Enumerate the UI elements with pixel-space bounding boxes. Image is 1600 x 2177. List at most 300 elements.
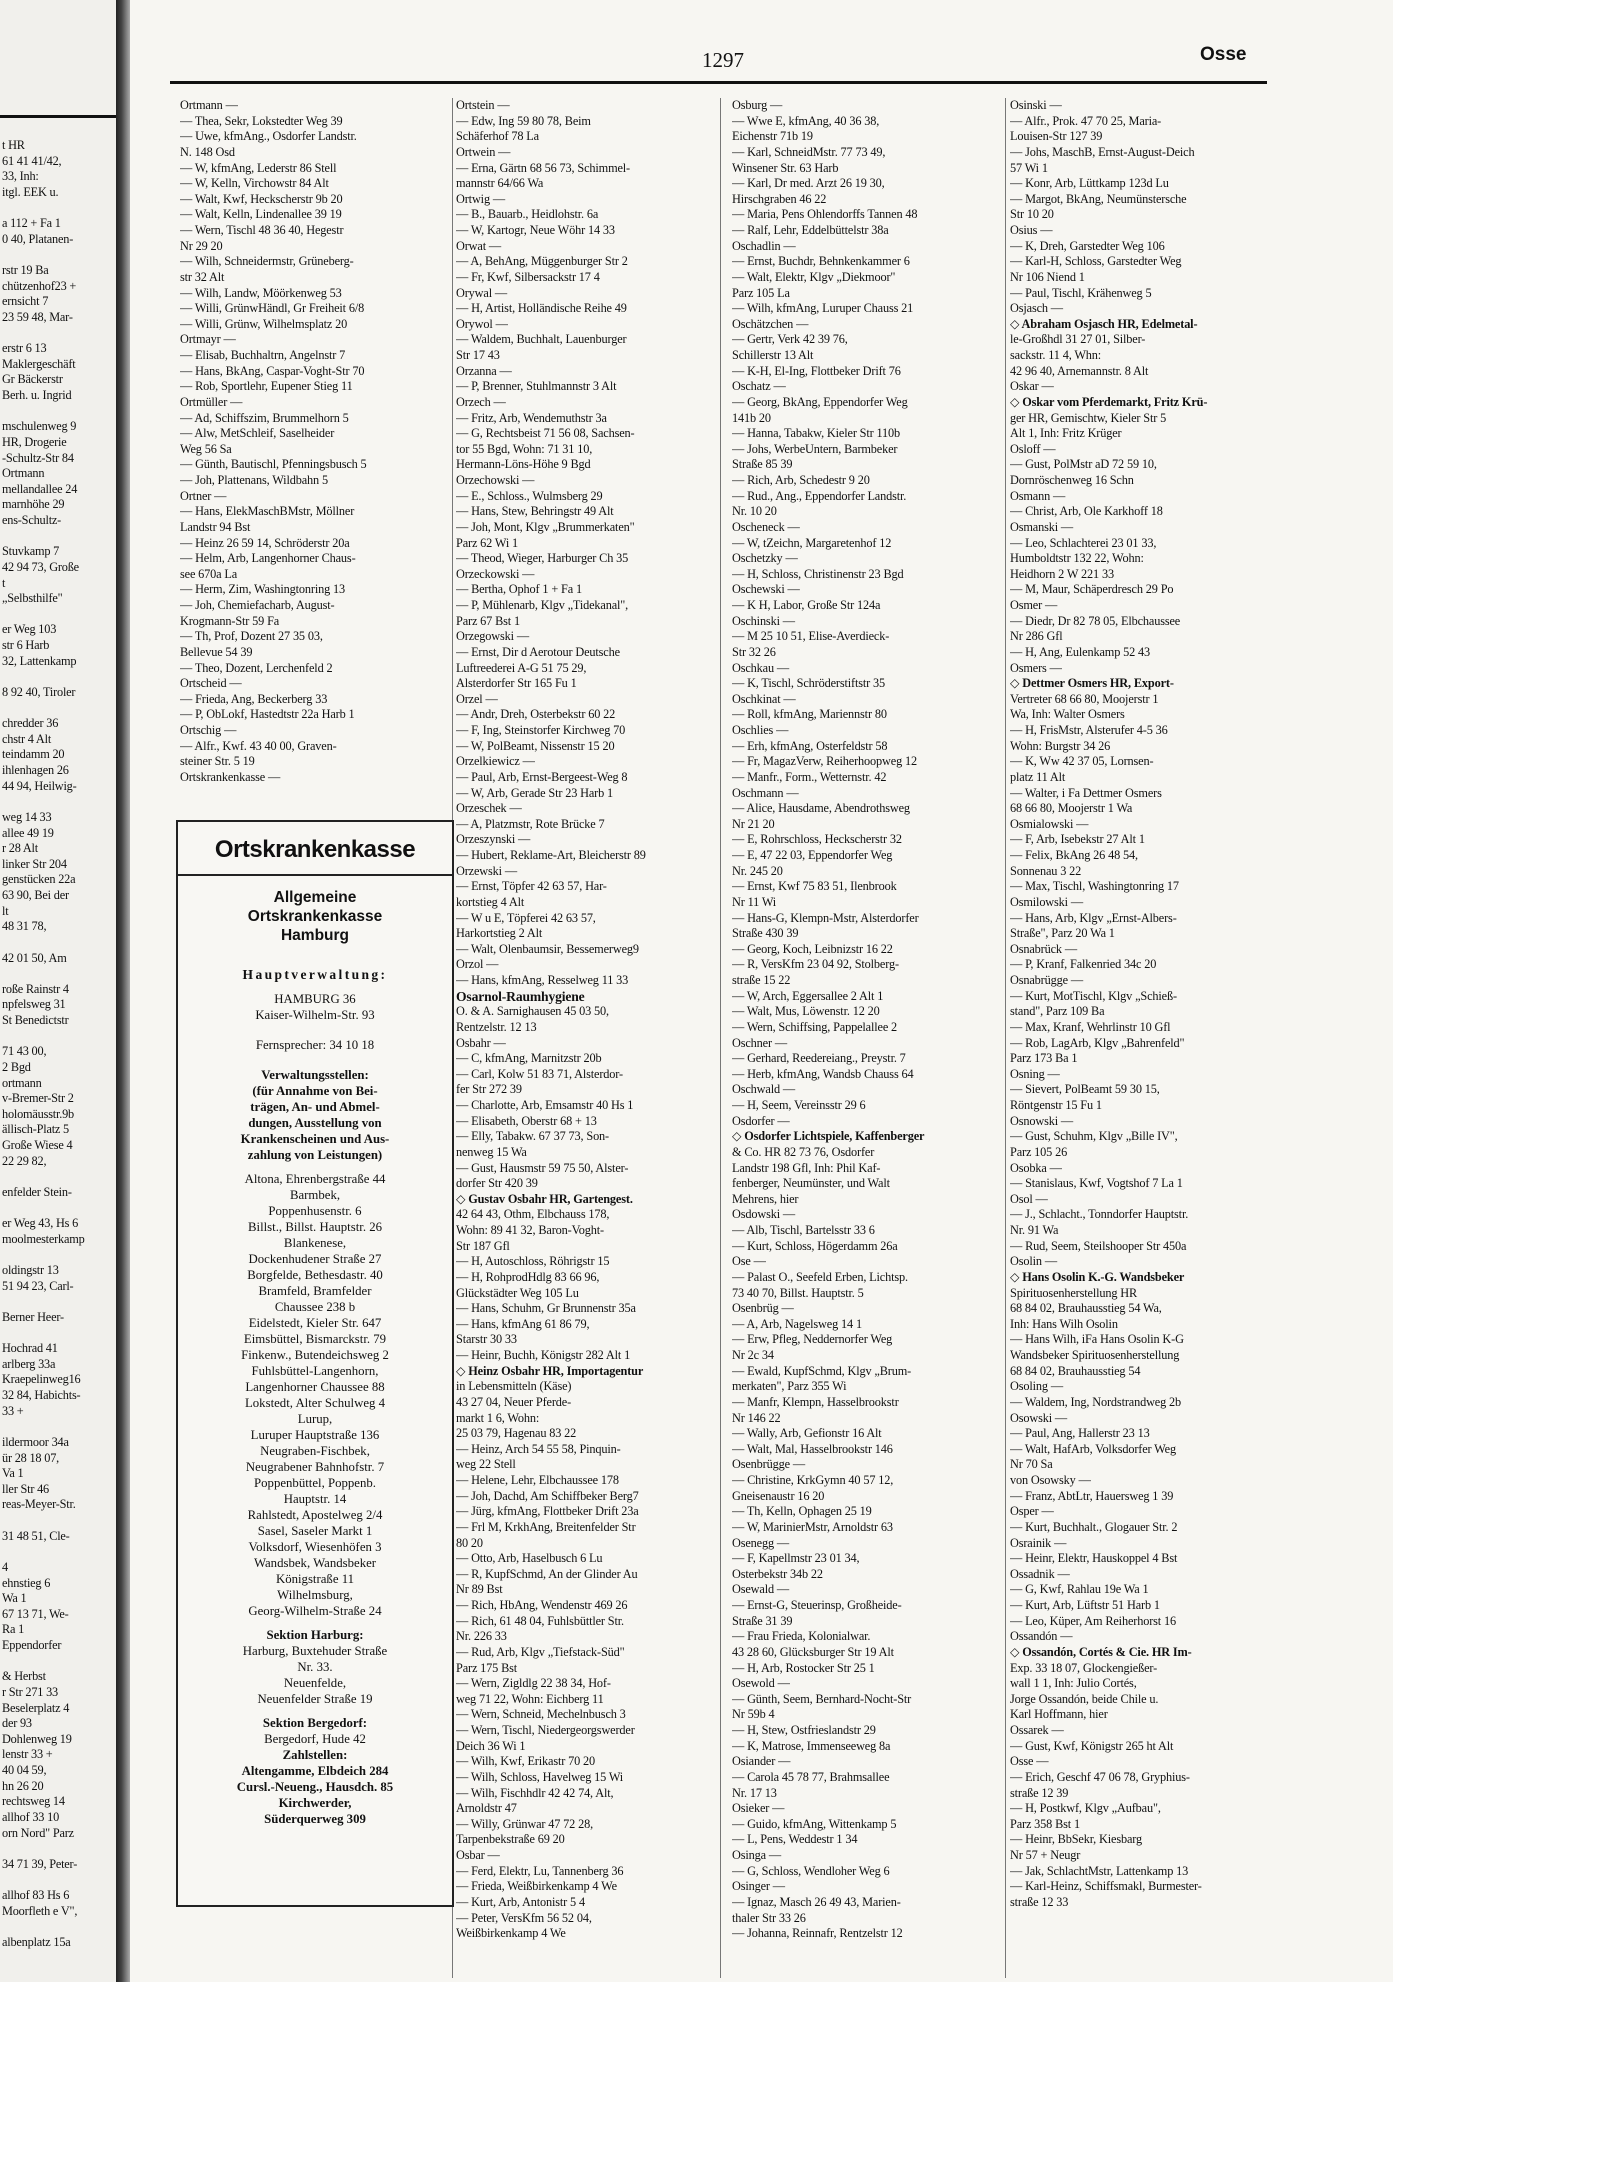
directory-entry-line: — Alfr., Kwf. 43 40 00, Graven- xyxy=(180,738,337,753)
directory-entry-line: — Sievert, PolBeamt 59 30 15, xyxy=(1010,1082,1160,1097)
directory-entry-line: Nr 59b 4 xyxy=(732,1707,775,1722)
directory-entry-line: 73 40 70, Billst. Hauptstr. 5 xyxy=(732,1285,864,1300)
surname-heading: Orwat — xyxy=(456,238,502,253)
ad-branch-line: Neugraben-Fischbek, xyxy=(260,1444,370,1458)
surname-heading: Osrainik — xyxy=(1010,1535,1067,1550)
ad-bergedorf-heading: Sektion Bergedorf: xyxy=(262,1716,368,1730)
ad-branch-line: Eidelstedt, Kieler Str. 647 xyxy=(248,1316,382,1330)
surname-heading: Osning — xyxy=(1010,1066,1060,1081)
directory-entry-line: Gneisenaustr 16 20 xyxy=(732,1488,825,1503)
directory-entry-line: Luftreederei A-G 51 75 29, xyxy=(456,660,587,675)
directory-entry-line: — Frieda, Weißbirkenkamp 4 We xyxy=(456,1879,617,1894)
directory-entry-line: — Th, Prof, Dozent 27 35 03, xyxy=(180,629,323,644)
surname-heading: Ortscheid — xyxy=(180,676,242,691)
surname-heading: Ortwein — xyxy=(456,144,511,159)
directory-entry-line: — A, Platzmstr, Rote Brücke 7 xyxy=(456,816,605,831)
directory-entry-line: ger HR, Gemischtw, Kieler Str 5 xyxy=(1010,410,1167,425)
ad-branch-line: Hauptstr. 14 xyxy=(283,1492,347,1506)
left-page-line: teindamm 20 xyxy=(2,747,65,762)
surname-heading: Osinger — xyxy=(732,1879,785,1894)
left-page-line: orn Nord" Parz xyxy=(2,1825,74,1840)
ad-bergedorf-line: Bergedorf, Hude 42 xyxy=(264,1732,366,1746)
left-page-line: chstr 4 Alt xyxy=(2,731,52,746)
left-page-line: 8 92 40, Tiroler xyxy=(2,684,76,699)
directory-entry-line: straße 15 22 xyxy=(732,973,791,987)
directory-entry-line: — Frau Frieda, Kolonialwar. xyxy=(732,1629,871,1644)
directory-entry-line: straße 12 39 xyxy=(1010,1785,1069,1800)
directory-entry-line: tor 55 Bgd, Wohn: 71 31 10, xyxy=(456,441,593,456)
directory-entry-line: str 32 Alt xyxy=(180,269,225,284)
surname-heading: Oschinski — xyxy=(732,613,795,628)
directory-entry-line: — M 25 10 51, Elise-Averdieck- xyxy=(732,629,890,644)
directory-entry-line: 68 84 02, Brauhausstieg 54 xyxy=(1010,1363,1141,1378)
ad-subtitle-2: Ortskrankenkasse xyxy=(247,908,383,925)
ad-branches-note xyxy=(178,1083,452,1163)
ad-payment-offices-list xyxy=(178,1763,452,1827)
directory-entry-line: Parz 105 26 xyxy=(1010,1144,1068,1159)
directory-entry-line: — Ernst, Buchdr, Behnkenkammer 6 xyxy=(732,254,910,269)
left-page-line: „Selbsthilfe" xyxy=(2,591,63,606)
directory-entry-line: — A, BehAng, Müggenburger Str 2 xyxy=(456,254,628,269)
left-page-line xyxy=(2,529,114,545)
left-page-line: 0 40, Platanen- xyxy=(2,231,74,246)
directory-entry-line: dorfer Str 420 39 xyxy=(456,1176,538,1191)
directory-entry-line: — Ernst, Dir d Aerotour Deutsche xyxy=(456,644,620,659)
ad-note-line: zahlung von Leistungen) xyxy=(247,1148,383,1162)
directory-entry-line: 43 28 60, Glücksburger Str 19 Alt xyxy=(732,1644,894,1659)
directory-entry-line: — R, KupfSchmd, An der Glinder Au xyxy=(456,1566,638,1581)
directory-entry-line: Wohn: 89 41 32, Baron-Voght- xyxy=(456,1223,604,1237)
directory-entry-line: sackstr. 11 4, Whn: xyxy=(1010,348,1102,362)
left-page-line xyxy=(2,1294,114,1310)
ad-branch-line: Luruper Hauptstraße 136 xyxy=(250,1428,380,1442)
directory-entry-line: — Diedr, Dr 82 78 05, Elbchaussee xyxy=(1010,613,1181,628)
left-page-line xyxy=(2,326,114,342)
directory-entry-line: — W, Arb, Gerade Str 23 Harb 1 xyxy=(456,785,614,800)
directory-entry-line: — Wern, Tischl, Niedergeorgswerder xyxy=(456,1723,635,1737)
ad-branch-line: Neugrabener Bahnhofstr. 7 xyxy=(245,1460,385,1474)
directory-entry-line: — Herm, Zim, Washingtonring 13 xyxy=(180,582,346,597)
surname-heading: Orzeckowski — xyxy=(456,566,535,581)
surname-heading: Ortstein — xyxy=(456,98,510,112)
directory-entry-line: ◇ Heinz Osbahr HR, Importagentur xyxy=(456,1363,644,1378)
directory-entry-line: — Manfr., Form., Wetternstr. 42 xyxy=(732,769,887,784)
directory-entry-line: nenweg 15 Wa xyxy=(456,1144,527,1159)
surname-heading: Orywal — xyxy=(456,285,508,300)
left-page-line xyxy=(2,1513,114,1529)
left-page-line: Gr Bäckerstr xyxy=(2,372,63,387)
directory-entry-line: Straße", Parz 20 Wa 1 xyxy=(1010,926,1115,941)
directory-entry-line: — Waldem, Buchhalt, Lauenburger xyxy=(456,332,627,347)
ad-headquarters-city: HAMBURG 36 xyxy=(274,992,356,1006)
directory-entry-line: — Georg, Koch, Leibnizstr 16 22 xyxy=(732,941,893,956)
directory-entry-line: — Roll, kfmAng, Mariennstr 80 xyxy=(732,707,887,722)
directory-entry-line: — Rich, Arb, Schedestr 9 20 xyxy=(732,473,870,487)
directory-entry-line: — K, Ww 42 37 05, Lornsen- xyxy=(1010,754,1154,769)
directory-entry-line: — Hans, BkAng, Caspar-Voght-Str 70 xyxy=(180,363,365,378)
directory-entry-line: Osterbekstr 34b 22 xyxy=(732,1566,823,1581)
directory-entry-line: — Leo, Küper, Am Reiherhorst 16 xyxy=(1010,1613,1176,1628)
directory-entry-line: — Elisabeth, Oberstr 68 + 13 xyxy=(456,1113,597,1128)
directory-entry-line: — Ad, Schiffszim, Brummelhorn 5 xyxy=(180,410,349,425)
left-page-line: Maklergeschäft xyxy=(2,356,76,371)
ad-divider xyxy=(178,874,452,876)
directory-entry-line: — E, 47 22 03, Eppendorfer Weg xyxy=(732,848,893,862)
directory-entry-line: 141b 20 xyxy=(732,410,771,425)
directory-entry-line: — Christine, KrkGymn 40 57 12, xyxy=(732,1473,894,1487)
left-page-line: er Weg 43, Hs 6 xyxy=(2,1216,79,1231)
left-page-line: ihlenhagen 26 xyxy=(2,763,69,777)
surname-heading: Osmilowski — xyxy=(1010,894,1084,909)
left-page-line: Dohlenweg 19 xyxy=(2,1731,72,1746)
ad-payment-office-line: Kirchwerder, xyxy=(278,1796,352,1810)
directory-entry-line: N. 148 Osd xyxy=(180,144,235,159)
surname-heading: Orzel — xyxy=(456,691,498,706)
directory-entry-line: Arnoldstr 47 xyxy=(456,1801,517,1816)
surname-heading: Oschkau — xyxy=(732,660,790,675)
directory-entry-line: Harkortstieg 2 Alt xyxy=(456,926,543,941)
directory-entry-line: — R, VersKfm 23 04 92, Stolberg- xyxy=(732,957,899,972)
running-head: Osse xyxy=(1200,44,1247,65)
surname-heading: Osmialowski — xyxy=(1010,816,1089,831)
left-page-line: moolmesterkamp xyxy=(2,1231,85,1246)
directory-entry-line: — Ralf, Lehr, Eddelbüttelstr 38a xyxy=(732,223,889,237)
surname-heading: Oschatz — xyxy=(732,379,786,394)
surname-heading: Orzelkiewicz — xyxy=(456,754,535,769)
ad-branch-line: Poppenbüttel, Poppenb. xyxy=(254,1476,376,1490)
left-page-line: 33, Inh: xyxy=(2,169,39,184)
directory-entry-line: — P, Brenner, Stuhlmannstr 3 Alt xyxy=(456,379,617,394)
directory-entry-line: — Hubert, Reklame-Art, Bleicherstr 89 xyxy=(456,848,646,862)
directory-entry-line: — Franz, AbtLtr, Hauersweg 1 39 xyxy=(1010,1488,1174,1503)
surname-heading: Osbar — xyxy=(456,1848,500,1862)
surname-heading: Osloff — xyxy=(1010,441,1056,456)
directory-entry-line: Parz 358 Bst 1 xyxy=(1010,1816,1080,1831)
surname-heading: Osmers — xyxy=(1010,660,1062,675)
directory-entry-line: — Gust, Kwf, Königstr 265 ht Alt xyxy=(1010,1738,1174,1753)
directory-entry-line: — Margot, BkAng, Neumünstersche xyxy=(1010,191,1187,206)
directory-entry-line: 57 Wi 1 xyxy=(1010,160,1048,175)
directory-entry-line: — H, Stew, Ostfrieslandstr 29 xyxy=(732,1723,876,1737)
left-page-line xyxy=(2,794,114,810)
directory-entry-line: — Hanna, Tabakw, Kieler Str 110b xyxy=(732,426,901,441)
left-page-line: mellandallee 24 xyxy=(2,481,78,496)
directory-entry-line: — Wwe E, kfmAng, 40 36 38, xyxy=(732,113,880,128)
left-page-line: lt xyxy=(2,903,9,918)
directory-entry-line: Glückstädter Weg 105 Lu xyxy=(456,1285,579,1300)
directory-entry-line: Starstr 30 33 xyxy=(456,1332,517,1347)
left-page-line: 63 90, Bei der xyxy=(2,888,69,902)
directory-entry-line: thaler Str 33 26 xyxy=(732,1910,806,1925)
left-page-line xyxy=(2,1201,114,1217)
directory-entry-line: Osarnol-Raumhygiene xyxy=(456,988,585,1004)
surname-heading: Osjasch — xyxy=(1010,301,1063,316)
ad-phone: Fernsprecher: 34 10 18 xyxy=(255,1038,375,1052)
left-page-line: enfelder Stein- xyxy=(2,1184,72,1199)
surname-heading: Osmann — xyxy=(1010,488,1066,503)
directory-entry-line: — G, Kwf, Rahlau 19e Wa 1 xyxy=(1010,1582,1149,1597)
left-page-line: ür 28 18 07, xyxy=(2,1450,60,1465)
directory-entry-line: — W u E, Töpferei 42 63 57, xyxy=(456,910,596,925)
ad-harburg-list xyxy=(178,1643,452,1707)
left-page-line: der 93 xyxy=(2,1716,32,1731)
directory-entry-line: — Manfr, Klempn, Hasselbrookstr xyxy=(732,1394,899,1409)
directory-entry-line: 42 64 43, Othm, Elbchauss 178, xyxy=(456,1207,610,1222)
directory-entry-line: — H, Postkwf, Klgv „Aufbau", xyxy=(1010,1801,1161,1816)
directory-entry-line: — Kurt, MotTischl, Klgv „Schieß- xyxy=(1010,988,1177,1003)
directory-entry-line: — Peter, VersKfm 56 52 04, xyxy=(456,1910,592,1925)
directory-entry-line: & Co. HR 82 73 76, Osdorfer xyxy=(732,1144,875,1159)
directory-entry-line: — K, Matrose, Immenseeweg 8a xyxy=(732,1738,891,1753)
directory-entry-line: — Felix, BkAng 26 48 54, xyxy=(1010,848,1138,862)
ad-branch-line: Wilhelmsburg, xyxy=(277,1588,353,1602)
directory-entry-line: — Helm, Arb, Langenhorner Chaus- xyxy=(180,551,356,566)
left-page-line: 48 31 78, xyxy=(2,919,47,934)
left-page-line: ehnstieg 6 xyxy=(2,1575,51,1590)
directory-entry-line: Tarpenbekstraße 69 20 xyxy=(456,1832,565,1847)
left-page-line xyxy=(2,1419,114,1435)
directory-entry-line: — Alw, MetSchleif, Saselheider xyxy=(180,426,335,441)
ad-branch-line: Dockenhudener Straße 27 xyxy=(248,1252,382,1266)
left-page-line: linker Str 204 xyxy=(2,856,67,871)
directory-entry-line: — B., Bauarb., Heidlohstr. 6a xyxy=(456,207,599,222)
left-page-line: ens-Schultz- xyxy=(2,513,62,527)
directory-entry-line: Nr 57 + Neugr xyxy=(1010,1848,1081,1862)
ortskrankenkasse-advertisement xyxy=(176,820,454,1907)
directory-entry-line: straße 12 33 xyxy=(1010,1894,1069,1909)
left-page-line: reas-Meyer-Str. xyxy=(2,1497,76,1512)
directory-entry-line: Inh: Hans Wilh Osolin xyxy=(1010,1316,1118,1331)
directory-entry-line: — Johanna, Reinnafr, Rentzelstr 12 xyxy=(732,1926,903,1941)
left-page-line: ortmann xyxy=(2,1075,42,1090)
left-header-rule xyxy=(0,115,116,118)
header-rule xyxy=(170,81,1267,84)
left-page-line: arlberg 33a xyxy=(2,1356,56,1371)
directory-entry-line: — Rich, 61 48 04, Fuhlsbüttler Str. xyxy=(456,1613,624,1628)
directory-entry-line: Jorge Ossandón, beide Chile u. xyxy=(1010,1691,1159,1706)
surname-heading: Osius — xyxy=(1010,223,1053,237)
left-page-line: Ortmann xyxy=(2,466,45,481)
directory-entry-line: — Gust, Hausmstr 59 75 50, Alster- xyxy=(456,1160,629,1175)
directory-entry-line: — Walter, i Fa Dettmer Osmers xyxy=(1010,785,1162,800)
surname-heading: Osenbrügge — xyxy=(732,1457,805,1472)
ad-payment-office-line: Cursl.-Neueng., Hausdch. 85 xyxy=(236,1780,394,1794)
directory-entry-line: — H, Artist, Holländische Reihe 49 xyxy=(456,301,627,316)
left-page-line: npfelsweg 31 xyxy=(2,997,66,1012)
ad-branch-line: Wandsbek, Wandsbeker xyxy=(253,1556,377,1570)
directory-entry-line: — F, Arb, Isebekstr 27 Alt 1 xyxy=(1010,832,1145,847)
left-page-line: itgl. EEK u. xyxy=(2,184,59,199)
surname-heading: Oschätzchen — xyxy=(732,316,809,331)
directory-entry-line: — Max, Tischl, Washingtonring 17 xyxy=(1010,879,1179,894)
directory-entry-line: Mehrens, hier xyxy=(732,1191,799,1206)
directory-entry-line: Nr. 91 Wa xyxy=(1010,1223,1059,1237)
left-page-line: t HR xyxy=(2,138,25,152)
surname-heading: Orzechowski — xyxy=(456,473,535,487)
surname-heading: Osnowski — xyxy=(1010,1113,1074,1128)
surname-heading: Oscheneck — xyxy=(732,519,800,534)
directory-entry-line: kortstieg 4 Alt xyxy=(456,894,525,909)
directory-entry-line: Heidhorn 2 W 221 33 xyxy=(1010,566,1114,581)
directory-entry-line: — Rud, Seem, Steilshooper Str 450a xyxy=(1010,1238,1187,1253)
directory-entry-line: — Walt, HafArb, Volksdorfer Weg xyxy=(1010,1441,1176,1456)
directory-entry-line: — Walt, Elektr, Klgv „Diekmoor" xyxy=(732,269,896,284)
left-page-line: HR, Drogerie xyxy=(2,434,67,449)
left-page-line: Wa 1 xyxy=(2,1591,27,1606)
left-page-line: Berh. u. Ingrid xyxy=(2,388,72,402)
directory-entry-line: — Walt, Mus, Löwenstr. 12 20 xyxy=(732,1004,880,1019)
directory-entry-line: Nr. 245 20 xyxy=(732,863,783,878)
directory-entry-line: Weg 56 Sa xyxy=(180,441,232,456)
directory-entry-line: — Hans-G, Klempn-Mstr, Alsterdorfer xyxy=(732,910,919,925)
column-divider xyxy=(1005,98,1006,1978)
directory-entry-line: Deich 36 Wi 1 xyxy=(456,1738,526,1753)
directory-entry-line: — Rob, LagArb, Klgv „Bahrenfeld" xyxy=(1010,1035,1185,1050)
surname-heading: Ortner — xyxy=(180,488,227,503)
ad-bergedorf-list xyxy=(178,1731,452,1747)
directory-entry-line: — Ernst-G, Steuerinsp, Großheide- xyxy=(732,1598,902,1612)
directory-entry-line: — Hans, kfmAng 61 86 79, xyxy=(456,1316,590,1331)
directory-entry-line: — Rob, Sportlehr, Eupener Stieg 11 xyxy=(180,379,353,394)
directory-entry-line: in Lebensmitteln (Käse) xyxy=(456,1379,572,1394)
directory-entry-line: — P, Mühlenarb, Klgv „Tidekanal", xyxy=(456,598,629,612)
directory-entry-line: — W, kfmAng, Lederstr 86 Stell xyxy=(180,160,337,175)
ad-branch-line: Billst., Billst. Hauptstr. 26 xyxy=(247,1220,383,1234)
left-page-line xyxy=(2,1654,114,1670)
directory-entry-line: — Carl, Kolw 51 83 71, Alsterdor- xyxy=(456,1066,623,1081)
directory-entry-line: — Fritz, Arb, Wendemuthstr 3a xyxy=(456,410,607,425)
directory-entry-line: Nr 286 Gfl xyxy=(1010,629,1063,644)
directory-entry-line: Parz 173 Ba 1 xyxy=(1010,1051,1078,1066)
left-page-line: ller Str 46 xyxy=(2,1481,49,1496)
directory-entry-line: — Stanislaus, Kwf, Vogtshof 7 La 1 xyxy=(1010,1176,1183,1191)
directory-entry-line: — Wern, Tischl 48 36 40, Hegestr xyxy=(180,223,344,237)
left-page-line: 67 13 71, We- xyxy=(2,1606,69,1621)
directory-entry-line: — Wilh, Kwf, Erikastr 70 20 xyxy=(456,1754,596,1769)
directory-entry-line: — Fr, MagazVerw, Reiherhoopweg 12 xyxy=(732,754,917,769)
directory-entry-line: — Hans, Arb, Klgv „Ernst-Albers- xyxy=(1010,910,1177,925)
left-page-line: genstücken 22a xyxy=(2,872,76,887)
ad-branch-line: Chaussee 238 b xyxy=(274,1300,356,1314)
directory-entry-line: — Karl, Dr med. Arzt 26 19 30, xyxy=(732,176,885,191)
ad-branch-line: Fuhlsbüttel-Langenhorn, xyxy=(251,1364,379,1378)
surname-heading: Orzeschek — xyxy=(456,801,522,816)
directory-entry-line: — Heinr, Buchh, Königstr 282 Alt 1 xyxy=(456,1348,631,1362)
directory-entry-line: — F, Ing, Steinstorfer Kirchweg 70 xyxy=(456,723,626,737)
directory-entry-line: — Edw, Ing 59 80 78, Beim xyxy=(456,113,591,128)
directory-entry-line: — Karl, SchneidMstr. 77 73 49, xyxy=(732,144,886,159)
left-page-line: str 6 Harb xyxy=(2,638,50,652)
surname-heading: Osnabrück — xyxy=(1010,941,1077,956)
directory-entry-line: — Joh, Dachd, Am Schiffbeker Berg7 xyxy=(456,1488,639,1503)
left-page-line xyxy=(2,1919,114,1935)
ad-harburg-line: Nr. 33. xyxy=(297,1660,333,1674)
directory-entry-line: Humboldtstr 132 22, Wohn: xyxy=(1010,551,1144,566)
left-page-line: 2 Bgd xyxy=(2,1059,31,1074)
directory-entry-line: — H, Autoschloss, Röhrigstr 15 xyxy=(456,1254,610,1269)
directory-entry-line: — H, Ang, Eulenkamp 52 43 xyxy=(1010,644,1151,659)
left-page-line: allee 49 19 xyxy=(2,825,54,840)
directory-entry-line: — L, Pens, Weddestr 1 34 xyxy=(732,1832,858,1847)
directory-entry-line: — Wern, Schneid, Mechelnbusch 3 xyxy=(456,1707,626,1722)
ad-payment-offices-heading: Zahlstellen: xyxy=(282,1748,348,1762)
directory-entry-line: — Ewald, KupfSchmd, Klgv „Brum- xyxy=(732,1363,912,1378)
book-gutter xyxy=(116,0,130,1982)
directory-entry-line: — Erh, kfmAng, Osterfeldstr 58 xyxy=(732,738,888,753)
directory-entry-line: mannstr 64/66 Wa xyxy=(456,176,544,191)
surname-heading: Ortmüller — xyxy=(180,394,243,409)
directory-entry-line: steiner Str. 5 19 xyxy=(180,754,255,769)
directory-entry-line: — Karl-H, Schloss, Garstedter Weg xyxy=(1010,254,1182,269)
left-page-line: 32 84, Habichts- xyxy=(2,1388,81,1402)
directory-entry-line: — Johs, MaschB, Ernst-August-Deich xyxy=(1010,144,1195,159)
directory-entry-line: — Joh, Chemiefacharb, August- xyxy=(180,598,335,612)
left-page-line: St Benedictstr xyxy=(2,1013,69,1027)
directory-entry-line: — E., Schloss., Wulmsberg 29 xyxy=(456,488,603,503)
directory-entry-line: — Gerhard, Reedereiang., Preystr. 7 xyxy=(732,1051,906,1066)
directory-entry-line: ◇ Dettmer Osmers HR, Export- xyxy=(1010,676,1174,691)
directory-entry-line: — Wilh, Schloss, Havelweg 15 Wi xyxy=(456,1769,624,1784)
left-page-line: & Herbst xyxy=(2,1669,46,1684)
ad-branch-line: Volksdorf, Wiesenhöfen 3 xyxy=(248,1540,382,1554)
directory-entry-line: — Jürg, kfmAng, Flottbeker Drift 23a xyxy=(456,1504,639,1519)
surname-heading: Orywol — xyxy=(456,316,508,331)
left-page-line: chützenhof23 + xyxy=(2,278,77,293)
directory-entry-line: — Joh, Plattenans, Wildbahn 5 xyxy=(180,473,328,487)
directory-entry-line: Spirituosenherstellung HR xyxy=(1010,1285,1138,1300)
directory-entry-line: Dornröschenweg 16 Schn xyxy=(1010,473,1134,487)
left-page-line: Kraepelinweg16 xyxy=(2,1372,81,1387)
ad-branch-line: Blankenese, xyxy=(283,1236,347,1250)
directory-entry-line: — Kurt, Arb, Lüftstr 51 Harb 1 xyxy=(1010,1598,1160,1612)
surname-heading: Ossandón — xyxy=(1010,1629,1073,1644)
directory-entry-line: — Hans, kfmAng, Resselweg 11 33 xyxy=(456,973,629,987)
directory-entry-line: Nr 29 20 xyxy=(180,238,223,253)
directory-entry-line: — Ignaz, Masch 26 49 43, Marien- xyxy=(732,1894,901,1909)
surname-heading: Osenbrüg — xyxy=(732,1301,794,1316)
directory-entry-line: — Ernst, Kwf 75 83 51, Ilenbrook xyxy=(732,879,897,894)
left-page-text xyxy=(2,138,114,1951)
surname-heading: Osnabrügge — xyxy=(1010,973,1083,987)
left-page-line xyxy=(2,1841,114,1857)
ad-harburg-line: Harburg, Buxtehuder Straße xyxy=(242,1644,388,1658)
left-page-line xyxy=(2,1326,114,1342)
directory-entry-line: — W, Kelln, Virchowstr 84 Alt xyxy=(180,176,329,191)
directory-entry-line: Nr 106 Niend 1 xyxy=(1010,269,1085,284)
directory-entry-line: Nr. 17 13 xyxy=(732,1785,777,1800)
directory-entry-line: — K H, Labor, Große Str 124a xyxy=(732,598,881,612)
directory-entry-line: O. & A. Sarnighausen 45 03 50, xyxy=(456,1004,609,1019)
ad-note-line: trägen, An- und Abmel- xyxy=(250,1100,380,1114)
directory-entry-line: — Ferd, Elektr, Lu, Tannenberg 36 xyxy=(456,1863,624,1878)
directory-entry-line: ◇ Abraham Osjasch HR, Edelmetal- xyxy=(1010,316,1198,331)
directory-entry-line: markt 1 6, Wohn: xyxy=(456,1410,540,1425)
surname-heading: Osburg — xyxy=(732,98,783,112)
directory-entry-line: — Guido, kfmAng, Wittenkamp 5 xyxy=(732,1816,897,1831)
surname-heading: Oskar — xyxy=(1010,379,1054,394)
left-page-line: erstr 6 13 xyxy=(2,341,47,356)
left-page-line: 31 48 51, Cle- xyxy=(2,1528,70,1543)
directory-entry-line: Röntgenstr 15 Fu 1 xyxy=(1010,1098,1102,1112)
directory-entry-line: platz 11 Alt xyxy=(1010,769,1066,784)
directory-entry-line: — Heinz 26 59 14, Schröderstr 20a xyxy=(180,535,350,550)
surname-heading: Ortmann — xyxy=(180,98,238,112)
ad-branch-line: Rahlstedt, Apostelweg 2/4 xyxy=(247,1508,383,1522)
directory-entry-line: — Wern, Zigldlg 22 38 34, Hof- xyxy=(456,1676,611,1691)
left-page-line: ernsicht 7 xyxy=(2,294,49,309)
left-page-line: 42 01 50, Am xyxy=(2,950,67,965)
ad-branch-line: Eimsbüttel, Bismarckstr. 79 xyxy=(243,1332,387,1346)
